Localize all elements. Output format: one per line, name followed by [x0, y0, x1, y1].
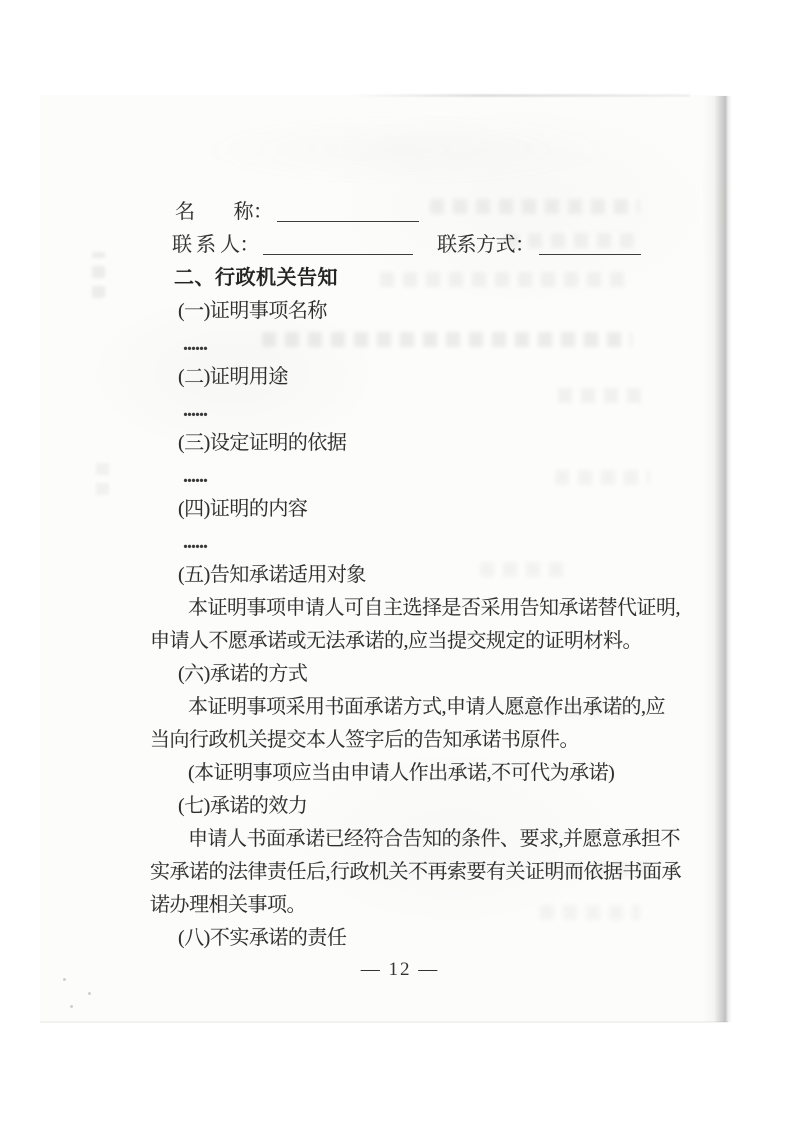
item-heading-2: (二)证明用途	[178, 366, 288, 388]
paragraph-line: 本证明事项申请人可自主选择是否采用告知承诺替代证明,	[188, 597, 680, 619]
paragraph-line: 实承诺的法律责任后,行政机关不再索要有关证明而依据书面承	[150, 861, 681, 883]
parenthetical-note: (本证明事项应当由申请人作出承诺,不可代为承诺)	[188, 762, 615, 784]
section-heading: 二、行政机关告知	[174, 267, 338, 289]
page-top-edge-shadow	[350, 94, 690, 97]
document-body	[150, 196, 681, 955]
item-heading-8: (八)不实承诺的责任	[178, 927, 347, 949]
paragraph-line: 当向行政机关提交本人签字后的告知承诺书原件。	[150, 729, 579, 751]
paragraph-line: 诺办理相关事项。	[150, 894, 306, 916]
item-heading-4: (四)证明的内容	[178, 498, 308, 520]
contact-method-blank-line	[539, 252, 641, 255]
page-number: — 12 —	[360, 959, 440, 980]
contact-method-label: 联系方式：	[437, 234, 535, 256]
item-heading-6: (六)承诺的方式	[178, 663, 308, 685]
contact-person-label: 联 系 人：	[172, 234, 259, 256]
page-right-edge-shadow	[702, 96, 732, 1022]
field-contact-row	[150, 229, 650, 262]
ghost-bleed-text	[92, 252, 105, 298]
ellipsis-line: ......	[183, 333, 207, 355]
scan-mottle	[190, 115, 620, 185]
ghost-bleed-text	[96, 455, 109, 495]
ellipsis-line: ......	[183, 399, 207, 421]
scan-speck	[88, 992, 91, 995]
field-name-row	[150, 196, 650, 229]
name-label: 名 称：	[175, 201, 273, 223]
ellipsis-line: ......	[183, 465, 207, 487]
name-blank-line	[277, 219, 419, 222]
item-heading-5: (五)告知承诺适用对象	[178, 564, 366, 586]
ellipsis-line: ......	[183, 531, 207, 553]
contact-person-blank-line	[263, 252, 413, 255]
paragraph-line: 申请人书面承诺已经符合告知的条件、要求,并愿意承担不	[188, 828, 680, 850]
paragraph-line: 本证明事项采用书面承诺方式,申请人愿意作出承诺的,应	[188, 696, 665, 718]
scan-speck	[70, 1005, 73, 1008]
item-heading-7: (七)承诺的效力	[178, 795, 308, 817]
paragraph-line: 申请人不愿承诺或无法承诺的,应当提交规定的证明材料。	[150, 630, 642, 652]
item-heading-1: (一)证明事项名称	[178, 300, 327, 322]
page-bottom-edge-shadow	[40, 1021, 728, 1023]
scan-speck	[63, 978, 66, 981]
item-heading-3: (三)设定证明的依据	[178, 432, 347, 454]
